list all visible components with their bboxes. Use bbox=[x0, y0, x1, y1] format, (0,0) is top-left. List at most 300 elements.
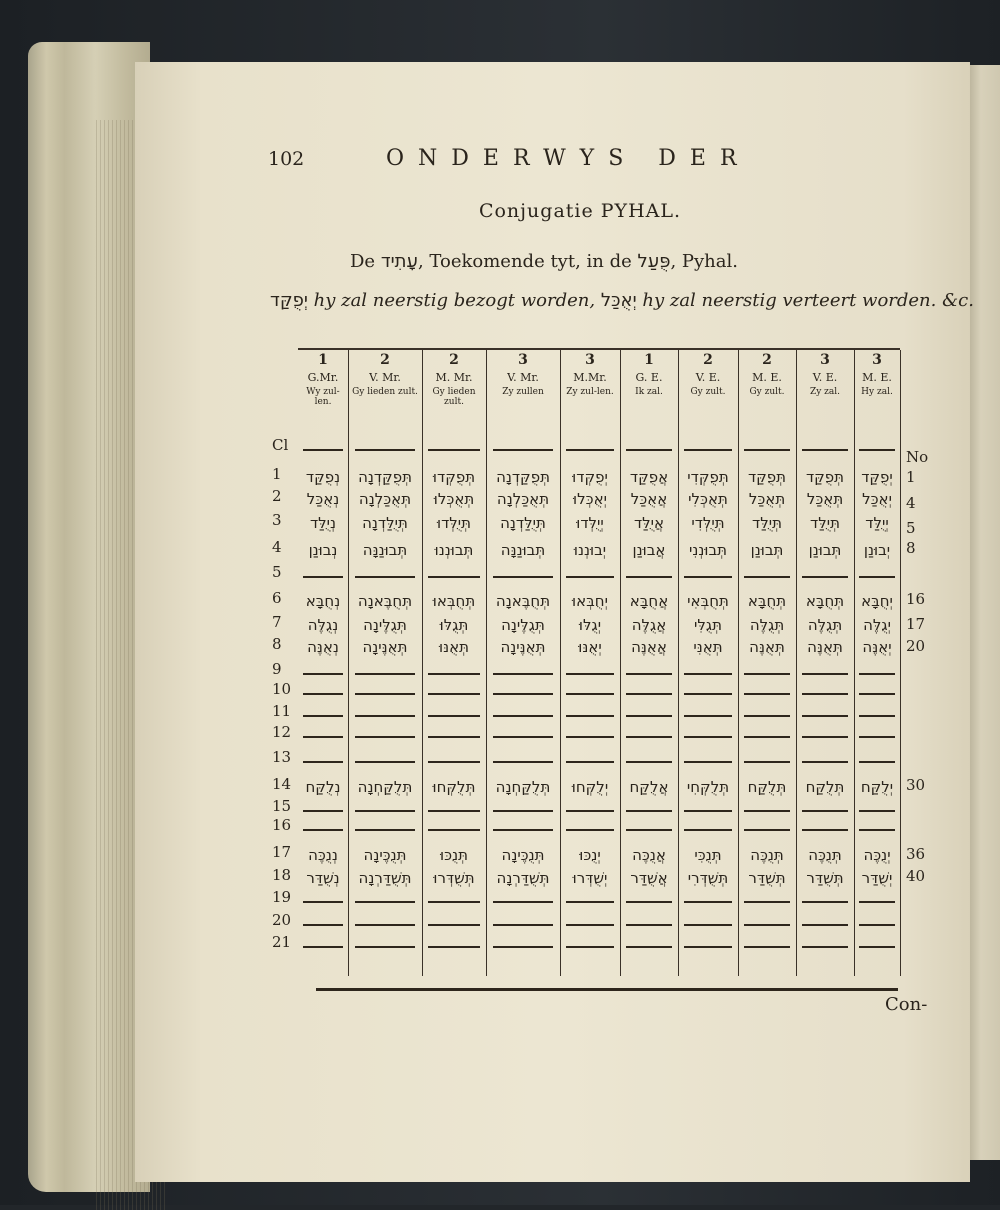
table-cell: יְאֻכַּל bbox=[862, 490, 892, 508]
table-cell: תְּלֻקַּח bbox=[747, 778, 787, 796]
empty-form-dash bbox=[802, 761, 848, 763]
empty-form-dash bbox=[744, 673, 790, 675]
table-cell: תְּגֻלֶּינָה bbox=[501, 616, 545, 634]
empty-form-dash bbox=[355, 761, 414, 763]
empty-form-dash bbox=[859, 810, 896, 812]
table-cell: יְאֻנֶּה bbox=[862, 638, 892, 656]
empty-form-dash bbox=[566, 810, 614, 812]
empty-form-dash bbox=[859, 946, 896, 948]
empty-form-dash bbox=[303, 715, 343, 717]
empty-form-dash bbox=[802, 449, 848, 451]
table-cell: אֲבוּנַן bbox=[632, 541, 666, 559]
column-header-code: V. Mr. bbox=[369, 371, 401, 385]
column-header-gloss: Gy zult. bbox=[690, 386, 726, 397]
row-label: 19 bbox=[272, 888, 292, 906]
column-header bbox=[854, 352, 900, 397]
empty-form-dash bbox=[684, 761, 732, 763]
empty-form-dash bbox=[626, 761, 672, 763]
table-cell: תְּאֻכַּל bbox=[748, 490, 786, 508]
table-column bbox=[422, 350, 487, 976]
empty-form-dash bbox=[684, 901, 732, 903]
empty-form-dash bbox=[684, 736, 732, 738]
running-title: ONDERWYS DER bbox=[386, 146, 751, 171]
empty-form-dash bbox=[355, 946, 414, 948]
empty-form-dash bbox=[566, 449, 614, 451]
table-cell: תְּחֻבֶּאנָה bbox=[495, 592, 551, 610]
empty-form-dash bbox=[493, 715, 552, 717]
empty-form-dash bbox=[355, 693, 414, 695]
empty-form-dash bbox=[566, 576, 614, 578]
empty-form-dash bbox=[428, 576, 479, 578]
table-cell: תְּחֻבָּא bbox=[805, 592, 845, 610]
column-header bbox=[796, 352, 854, 397]
empty-form-dash bbox=[684, 924, 732, 926]
table-cell: תְּשֻׁדְּרוּ bbox=[433, 869, 475, 887]
row-label: 3 bbox=[272, 511, 282, 529]
table-cell: תְּאֻנֶּה bbox=[749, 638, 785, 656]
column-header bbox=[738, 352, 796, 397]
table-cell: נְאֻכַּל bbox=[306, 490, 340, 508]
empty-form-dash bbox=[859, 715, 896, 717]
table-cell: תְּגֻלֶּה bbox=[749, 616, 785, 634]
table-cell: אֲפֻקַּד bbox=[629, 468, 669, 486]
table-cell: יְבוּנְנוּ bbox=[573, 541, 607, 559]
empty-form-dash bbox=[684, 829, 732, 831]
column-header-code: G. E. bbox=[635, 371, 663, 385]
row-label: 6 bbox=[272, 589, 282, 607]
table-cell: תְּחֻבָּא bbox=[747, 592, 787, 610]
row-label: Cl bbox=[272, 436, 289, 454]
table-cell: תְּבוּנַן bbox=[750, 541, 784, 559]
empty-form-dash bbox=[428, 829, 479, 831]
table-cell: תְּשֻׁדַּרְנָה bbox=[358, 869, 412, 887]
table-cell: יְנֻכֶּה bbox=[863, 846, 891, 864]
table-cell: תְּגֻלֶּה bbox=[807, 616, 843, 634]
row-label: 4 bbox=[272, 538, 282, 556]
table-cell: אֲאֻכַּל bbox=[630, 490, 668, 508]
gloss-hebrew-2: יְאֻכַּל bbox=[600, 290, 637, 311]
table-cell: יְפֻקְּדוּ bbox=[572, 468, 608, 486]
column-header bbox=[678, 352, 738, 397]
column-header-num: 3 bbox=[820, 352, 830, 368]
table-cell: אֲיֻלַּד bbox=[633, 514, 665, 532]
table-cell: תְּאֻנֶּינָה bbox=[500, 638, 546, 656]
table-cell: תְּבוּנַנָּה bbox=[362, 541, 408, 559]
column-header bbox=[620, 352, 678, 397]
empty-form-dash bbox=[428, 449, 479, 451]
empty-form-dash bbox=[428, 810, 479, 812]
empty-form-dash bbox=[684, 810, 732, 812]
empty-form-dash bbox=[355, 736, 414, 738]
empty-form-dash bbox=[684, 673, 732, 675]
column-header-num: 3 bbox=[585, 352, 595, 368]
row-label: 12 bbox=[272, 723, 292, 741]
paradigm-number: 40 bbox=[906, 867, 926, 885]
heading-stem-label: , Pyhal. bbox=[670, 251, 738, 272]
column-header-num: 1 bbox=[318, 352, 328, 368]
empty-form-dash bbox=[303, 576, 343, 578]
table-cell: נְלֻקַּח bbox=[305, 778, 341, 796]
empty-form-dash bbox=[802, 736, 848, 738]
paradigm-number: No bbox=[906, 448, 929, 466]
table-cell: תְּלֻקְּחִי bbox=[686, 778, 730, 796]
row-label: 5 bbox=[272, 563, 282, 581]
table-cell: אֲגֻלֶּה bbox=[631, 616, 667, 634]
empty-form-dash bbox=[859, 901, 896, 903]
conjugation-title: Conjugatie PYHAL. bbox=[478, 200, 682, 222]
table-cell: תְּאֻנּוּ bbox=[439, 638, 469, 656]
column-header-code: V. Mr. bbox=[507, 371, 539, 385]
running-head bbox=[268, 148, 808, 178]
heading-prefix: De bbox=[350, 251, 376, 272]
row-label: 14 bbox=[272, 775, 292, 793]
paradigm-number: 30 bbox=[906, 776, 926, 794]
empty-form-dash bbox=[303, 693, 343, 695]
table-cell: אֲשֻׁדַּר bbox=[630, 869, 668, 887]
table-cell: נְפֻקַּד bbox=[305, 468, 341, 486]
table-cell: תְּאֻכַּל bbox=[806, 490, 844, 508]
table-cell: נְשֻׁדַּר bbox=[306, 869, 340, 887]
empty-form-dash bbox=[355, 449, 414, 451]
empty-form-dash bbox=[355, 576, 414, 578]
table-cell: נְחֻבָּא bbox=[305, 592, 341, 610]
column-header-num: 3 bbox=[872, 352, 882, 368]
table-cell: יְגֻלֶּה bbox=[863, 616, 891, 634]
empty-form-dash bbox=[684, 449, 732, 451]
empty-form-dash bbox=[859, 449, 896, 451]
empty-form-dash bbox=[493, 449, 552, 451]
table-column bbox=[738, 350, 797, 976]
empty-form-dash bbox=[859, 736, 896, 738]
table-cell: אֲלֻקַּח bbox=[629, 778, 669, 796]
row-label: 16 bbox=[272, 816, 292, 834]
empty-form-dash bbox=[859, 673, 896, 675]
row-label: 2 bbox=[272, 487, 282, 505]
table-column bbox=[298, 350, 349, 976]
conjugation-table bbox=[298, 348, 900, 980]
empty-form-dash bbox=[428, 673, 479, 675]
table-cell: יְבוּנַן bbox=[863, 541, 891, 559]
empty-form-dash bbox=[303, 449, 343, 451]
table-cell: תְּיֻלַּדְנָה bbox=[500, 514, 546, 532]
empty-form-dash bbox=[428, 946, 479, 948]
empty-form-dash bbox=[493, 761, 552, 763]
table-cell: תְּפֻקַּדְנָה bbox=[358, 468, 412, 486]
empty-form-dash bbox=[566, 946, 614, 948]
empty-form-dash bbox=[566, 736, 614, 738]
page-number: 102 bbox=[268, 148, 305, 170]
table-cell: תְּאֻכַּלְנָה bbox=[358, 490, 412, 508]
table-cell: יְלֻקַּח bbox=[860, 778, 894, 796]
column-header bbox=[560, 352, 620, 397]
table-cell: תְּחֻבְּאוּ bbox=[432, 592, 476, 610]
table-cell: אֲאֻנֶּה bbox=[631, 638, 667, 656]
table-cell: תְּיֻלְּדִי bbox=[691, 514, 725, 532]
column-header bbox=[348, 352, 422, 397]
table-column bbox=[620, 350, 679, 976]
heading-tense-label: , Toekomende tyt, in de bbox=[417, 251, 632, 272]
column-header-num: 2 bbox=[449, 352, 459, 368]
paradigm-number: 8 bbox=[906, 539, 916, 557]
table-cell: יְגֻלּוּ bbox=[578, 616, 602, 634]
table-cell: תְּלֻקַּחְנָה bbox=[495, 778, 551, 796]
empty-form-dash bbox=[626, 576, 672, 578]
empty-form-dash bbox=[626, 901, 672, 903]
table-cell: יְשֻׁדַּר bbox=[861, 869, 893, 887]
paradigm-number: 36 bbox=[906, 845, 926, 863]
row-label: 7 bbox=[272, 613, 282, 631]
empty-form-dash bbox=[493, 736, 552, 738]
table-cell: תְּפֻקַּדְנָה bbox=[496, 468, 550, 486]
table-cell: תְּאֻנִּי bbox=[693, 638, 723, 656]
empty-form-dash bbox=[744, 449, 790, 451]
column-header bbox=[486, 352, 560, 397]
empty-form-dash bbox=[493, 829, 552, 831]
table-cell: תְּנֻכֶּינָה bbox=[501, 846, 545, 864]
empty-form-dash bbox=[859, 693, 896, 695]
table-cell: יְלֻקְּחוּ bbox=[571, 778, 609, 796]
table-cell: תְּבוּנְנוּ bbox=[434, 541, 474, 559]
empty-form-dash bbox=[802, 576, 848, 578]
empty-form-dash bbox=[303, 829, 343, 831]
table-cell: תְּנֻכּוּ bbox=[440, 846, 468, 864]
row-label: 18 bbox=[272, 866, 292, 884]
column-header-code: G.Mr. bbox=[307, 371, 339, 385]
table-cell: תְּגֻלּוּ bbox=[439, 616, 469, 634]
row-label: 1 bbox=[272, 465, 282, 483]
empty-form-dash bbox=[684, 946, 732, 948]
heading-hebrew-stem: פֻּעַל bbox=[637, 251, 671, 272]
empty-form-dash bbox=[744, 810, 790, 812]
empty-form-dash bbox=[684, 693, 732, 695]
table-cell: תְּבוּנַן bbox=[808, 541, 842, 559]
table-cell: תְּאֻכְּלִי bbox=[688, 490, 728, 508]
empty-form-dash bbox=[493, 810, 552, 812]
table-cell: יְאֻכְּלוּ bbox=[573, 490, 607, 508]
empty-form-dash bbox=[859, 761, 896, 763]
table-cell: נְאֻנֶּה bbox=[307, 638, 339, 656]
empty-form-dash bbox=[744, 693, 790, 695]
table-cell: תְּיֻלַּדְנָה bbox=[362, 514, 408, 532]
table-column bbox=[560, 350, 621, 976]
table-cell: תְּיֻלַּד bbox=[752, 514, 782, 532]
empty-form-dash bbox=[684, 715, 732, 717]
column-header bbox=[422, 352, 486, 407]
empty-form-dash bbox=[428, 761, 479, 763]
column-header-gloss: Gy lieden zult. bbox=[352, 386, 418, 397]
table-cell: תְּגֻלֶּינָה bbox=[363, 616, 407, 634]
row-label: 21 bbox=[272, 933, 292, 951]
table-column bbox=[796, 350, 855, 976]
table-cell: יְשֻׁדְּרוּ bbox=[572, 869, 608, 887]
empty-form-dash bbox=[684, 576, 732, 578]
column-header-num: 2 bbox=[762, 352, 772, 368]
empty-form-dash bbox=[802, 715, 848, 717]
empty-form-dash bbox=[859, 829, 896, 831]
table-cell: תְּנֻכִּי bbox=[694, 846, 722, 864]
table-cell: אֲחֻבָּא bbox=[629, 592, 669, 610]
empty-form-dash bbox=[493, 673, 552, 675]
table-column bbox=[348, 350, 423, 976]
empty-form-dash bbox=[355, 673, 414, 675]
column-header-num: 2 bbox=[380, 352, 390, 368]
empty-form-dash bbox=[493, 901, 552, 903]
empty-form-dash bbox=[566, 924, 614, 926]
column-header-gloss: Gy lieden zult. bbox=[432, 386, 476, 408]
row-label: 20 bbox=[272, 911, 292, 929]
table-cell: תְּפֻקְּדוּ bbox=[432, 468, 476, 486]
table-cell: תְּיֻלְּדוּ bbox=[436, 514, 471, 532]
table-cell: יְיֻלְּדוּ bbox=[576, 514, 604, 532]
empty-form-dash bbox=[626, 693, 672, 695]
table-cell: תְּפֻקְּדִי bbox=[687, 468, 729, 486]
empty-form-dash bbox=[859, 924, 896, 926]
empty-form-dash bbox=[303, 810, 343, 812]
table-cell: יְאֻנּוּ bbox=[578, 638, 602, 656]
empty-form-dash bbox=[744, 946, 790, 948]
table-cell: תְּאֻנֶּה bbox=[807, 638, 843, 656]
column-header-num: 1 bbox=[644, 352, 654, 368]
table-cell: תְּאֻכַּלְנָה bbox=[496, 490, 550, 508]
empty-form-dash bbox=[493, 924, 552, 926]
empty-form-dash bbox=[355, 901, 414, 903]
table-cell: תְּנֻכֶּה bbox=[750, 846, 784, 864]
empty-form-dash bbox=[802, 673, 848, 675]
table-cell: תְּשֻׁדְּרִי bbox=[687, 869, 729, 887]
column-header-code: M. Mr. bbox=[435, 371, 473, 385]
row-label: 10 bbox=[272, 680, 292, 698]
table-cell: תְּחֻבְּאִי bbox=[687, 592, 729, 610]
table-cell: תְּלֻקַּחְנָה bbox=[357, 778, 413, 796]
empty-form-dash bbox=[428, 715, 479, 717]
empty-form-dash bbox=[303, 901, 343, 903]
column-header-gloss: Ik zal. bbox=[635, 386, 663, 397]
table-cell: נְבוּנַן bbox=[308, 541, 338, 559]
table-cell: תְּשֻׁדַּר bbox=[806, 869, 844, 887]
table-cell: תְּשֻׁדַּרְנָה bbox=[496, 869, 550, 887]
row-label: 17 bbox=[272, 843, 292, 861]
paradigm-number: 16 bbox=[906, 590, 926, 608]
empty-form-dash bbox=[566, 693, 614, 695]
facing-page-edge bbox=[968, 65, 1000, 1160]
table-cell: נְגֻלֶּה bbox=[307, 616, 339, 634]
empty-form-dash bbox=[355, 810, 414, 812]
empty-form-dash bbox=[493, 576, 552, 578]
column-header-code: M. E. bbox=[862, 371, 892, 385]
empty-form-dash bbox=[626, 924, 672, 926]
table-cell: תְּפֻקַּד bbox=[805, 468, 845, 486]
row-label: 15 bbox=[272, 797, 292, 815]
table-cell: יְנֻכּוּ bbox=[579, 846, 601, 864]
column-header-num: 2 bbox=[703, 352, 713, 368]
empty-form-dash bbox=[303, 924, 343, 926]
gloss-text-1: hy zal neerstig bezogt worden, bbox=[313, 290, 596, 311]
table-cell: תְּבוּנַנָּה bbox=[500, 541, 546, 559]
table-cell: תְּלֻקְּחוּ bbox=[432, 778, 476, 796]
empty-form-dash bbox=[802, 810, 848, 812]
column-header bbox=[298, 352, 348, 407]
table-cell: תְּלֻקַּח bbox=[805, 778, 845, 796]
table-column bbox=[678, 350, 739, 976]
table-column bbox=[486, 350, 561, 976]
example-gloss bbox=[270, 290, 974, 311]
empty-form-dash bbox=[744, 715, 790, 717]
empty-form-dash bbox=[355, 715, 414, 717]
table-cell: אֲנֻכֶּה bbox=[632, 846, 666, 864]
empty-form-dash bbox=[428, 736, 479, 738]
table-cell: יְיֻלַּד bbox=[865, 514, 889, 532]
empty-form-dash bbox=[428, 901, 479, 903]
empty-form-dash bbox=[626, 673, 672, 675]
table-cell: תְּנֻכֶּינָה bbox=[363, 846, 407, 864]
empty-form-dash bbox=[802, 901, 848, 903]
table-cell: תְּאֻכְּלוּ bbox=[433, 490, 475, 508]
empty-form-dash bbox=[428, 924, 479, 926]
column-header-gloss: Zy zal. bbox=[809, 386, 841, 397]
gloss-text-2: hy zal neerstig verteert worden. &c. bbox=[642, 290, 974, 311]
empty-form-dash bbox=[626, 715, 672, 717]
empty-form-dash bbox=[493, 693, 552, 695]
empty-form-dash bbox=[566, 829, 614, 831]
empty-form-dash bbox=[744, 576, 790, 578]
table-cell: תְּבוּנְנִי bbox=[689, 541, 727, 559]
catchword: Con- bbox=[885, 994, 928, 1015]
table-cell: נְיֻלַּד bbox=[309, 514, 337, 532]
paradigm-number: 4 bbox=[906, 494, 916, 512]
row-label: 8 bbox=[272, 635, 282, 653]
empty-form-dash bbox=[355, 829, 414, 831]
empty-form-dash bbox=[566, 761, 614, 763]
empty-form-dash bbox=[303, 946, 343, 948]
empty-form-dash bbox=[744, 901, 790, 903]
table-cell: תְּשֻׁדַּר bbox=[748, 869, 786, 887]
table-column bbox=[854, 350, 901, 976]
empty-form-dash bbox=[802, 924, 848, 926]
column-header-code: V. E. bbox=[695, 371, 721, 385]
empty-form-dash bbox=[802, 693, 848, 695]
empty-form-dash bbox=[626, 736, 672, 738]
paradigm-number: 5 bbox=[906, 519, 916, 537]
empty-form-dash bbox=[744, 924, 790, 926]
table-cell: יְחֻבָּא bbox=[861, 592, 893, 610]
section-heading bbox=[350, 251, 738, 272]
empty-form-dash bbox=[566, 715, 614, 717]
table-cell: תְּגֻלִּי bbox=[694, 616, 722, 634]
empty-form-dash bbox=[303, 673, 343, 675]
table-cell: תְּפֻקַּד bbox=[747, 468, 787, 486]
column-header-gloss: Wy zul-len. bbox=[306, 386, 340, 408]
paradigm-number: 1 bbox=[906, 468, 916, 486]
empty-form-dash bbox=[859, 576, 896, 578]
empty-form-dash bbox=[626, 810, 672, 812]
gloss-hebrew-1: יְפֻקַּד bbox=[270, 290, 308, 311]
table-cell: תְּחֻבֶּאנָה bbox=[357, 592, 413, 610]
table-cell: תְּיֻלַּד bbox=[810, 514, 840, 532]
empty-form-dash bbox=[626, 946, 672, 948]
empty-form-dash bbox=[802, 829, 848, 831]
empty-form-dash bbox=[744, 829, 790, 831]
empty-form-dash bbox=[303, 736, 343, 738]
column-header-num: 3 bbox=[518, 352, 528, 368]
paradigm-number: 20 bbox=[906, 637, 926, 655]
empty-form-dash bbox=[744, 761, 790, 763]
heading-hebrew-tense: עָתִיד bbox=[380, 251, 418, 272]
column-header-code: M.Mr. bbox=[573, 371, 607, 385]
empty-form-dash bbox=[626, 829, 672, 831]
empty-form-dash bbox=[566, 673, 614, 675]
table-cell: יְחֻבְּאוּ bbox=[572, 592, 608, 610]
paradigm-number: 17 bbox=[906, 615, 926, 633]
